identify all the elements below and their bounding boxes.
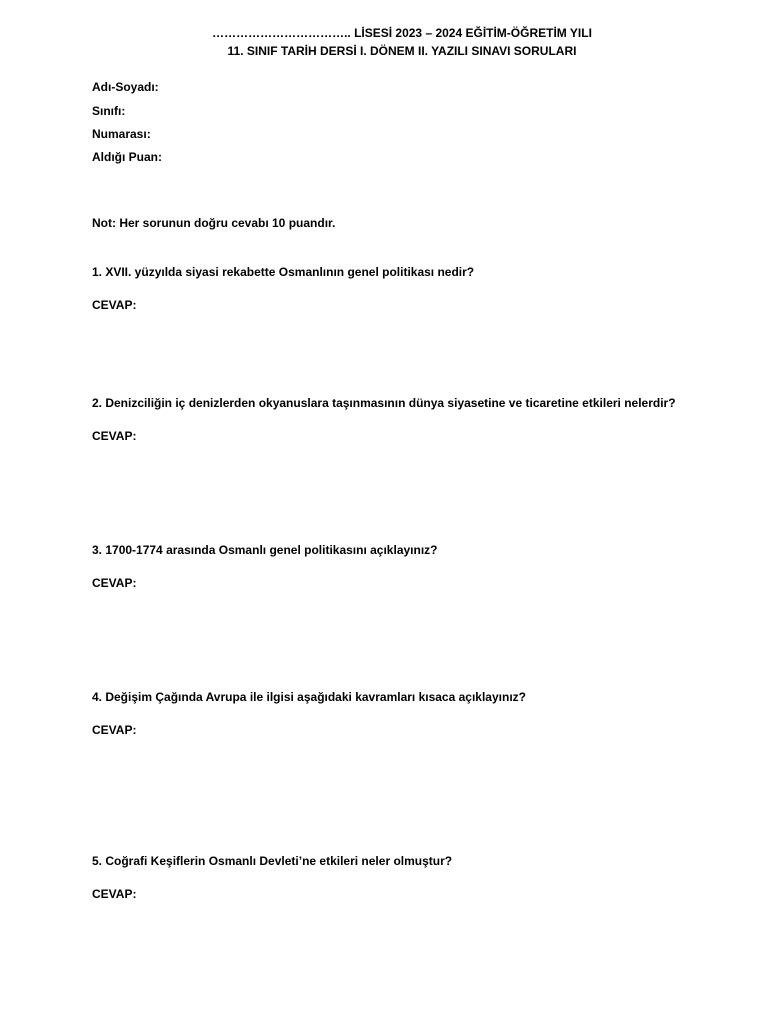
class-field-label: Sınıfı: <box>92 104 126 118</box>
answer-label: CEVAP: <box>92 887 137 901</box>
school-year-title: …………………………….. LİSESİ 2023 – 2024 EĞİTİM-ÖĞRETİM YILI <box>212 26 592 40</box>
scoring-note: Not: Her sorunun doğru cevabı 10 puandır. <box>92 216 336 230</box>
number-field-label: Numarası: <box>92 127 151 141</box>
exam-title: 11. SINIF TARİH DERSİ I. DÖNEM II. YAZILI SINAVI SORULARI <box>227 44 577 58</box>
question-text: 4. Değişim Çağında Avrupa ile ilgisi aşağıdaki kavramları kısaca açıklayınız? <box>92 690 526 704</box>
score-field-label: Aldığı Puan: <box>92 150 162 164</box>
question-text: 1. XVII. yüzyılda siyasi rekabette Osmanlının genel politikası nedir? <box>92 265 475 279</box>
question-text: 2. Denizciliğin iç denizlerden okyanuslara taşınmasının dünya siyasetine ve ticaretine etkileri nelerdir? <box>92 396 676 410</box>
answer-label: CEVAP: <box>92 723 137 737</box>
answer-label: CEVAP: <box>92 298 137 312</box>
question-text: 3. 1700-1774 arasında Osmanlı genel politikasını açıklayınız? <box>92 543 438 557</box>
question-text: 5. Coğrafi Keşiflerin Osmanlı Devleti’ne etkileri neler olmuştur? <box>92 854 453 868</box>
name-field-label: Adı-Soyadı: <box>92 80 159 94</box>
answer-label: CEVAP: <box>92 576 137 590</box>
answer-label: CEVAP: <box>92 429 137 443</box>
